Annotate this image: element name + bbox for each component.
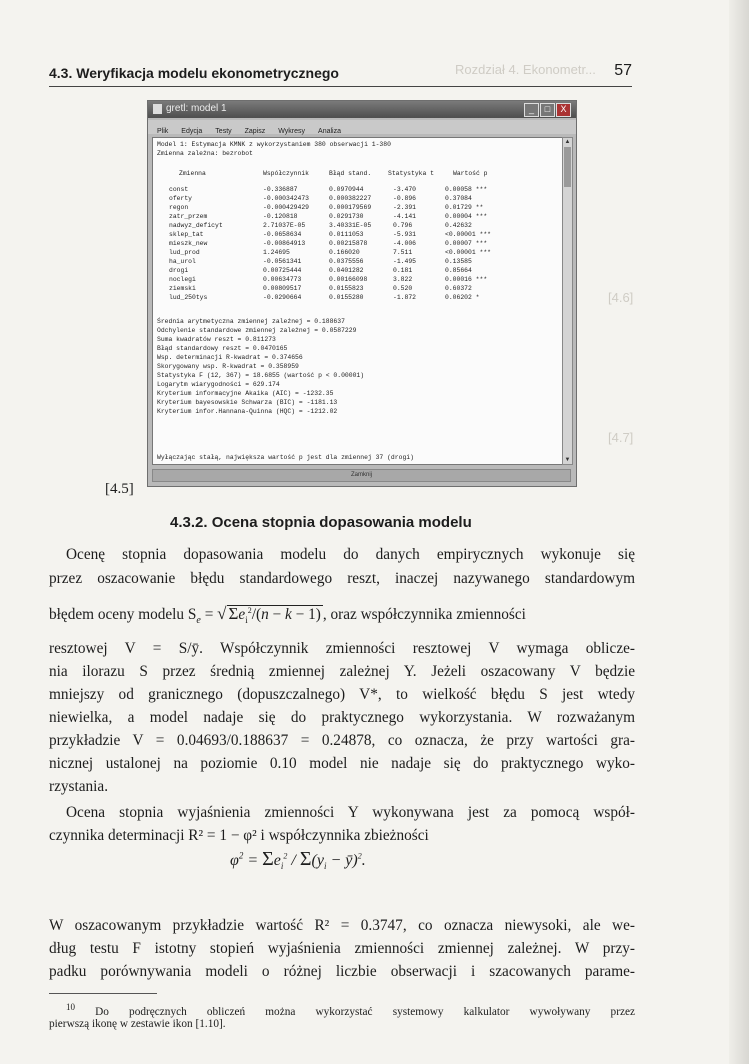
menu-bar (148, 120, 576, 134)
table-cell-se: 0.0155823 (329, 285, 364, 292)
text-line: padku porównywania modeli o różnej liczbie obserwacji i szacowanych parame- (49, 963, 635, 980)
table-cell-coef: -0.00864913 (263, 240, 306, 247)
table-cell-p: 0.85664 (445, 267, 472, 274)
text-line: rzystania. (49, 778, 109, 795)
menu-wykresy[interactable]: Wykresy (278, 128, 306, 135)
close-button[interactable]: Zamknij (152, 469, 571, 482)
table-cell-t: -3.470 (393, 186, 417, 193)
app-icon (153, 104, 162, 114)
table-cell-coef: 1.24695 (263, 249, 290, 256)
table-cell-se: 0.166020 (329, 249, 360, 256)
table-cell-var: ziemski (169, 285, 196, 292)
text-line: resztowej V = S/ȳ. Współczynnik zmienności resztowej V wymaga oblicze- (49, 640, 635, 657)
footnote-rule (49, 993, 157, 994)
table-cell-t: 0.520 (393, 285, 413, 292)
window-titlebar[interactable] (148, 101, 576, 118)
running-header (49, 62, 632, 87)
footnote-mark: 10 (66, 1002, 75, 1012)
text-line: przez oszacowanie błędu standardowego reszt, inaczej nazywanego standardowym (49, 570, 635, 587)
table-cell-se: 0.0375556 (329, 258, 364, 265)
bleed-through-text: Rozdział 4. Ekonometr... (455, 62, 596, 77)
table-cell-var: zatr_przem (169, 213, 208, 220)
statistic-line: Statystyka F (12, 367) = 18.6855 (wartość p < 0.00001) (157, 372, 365, 379)
table-cell-var: noclegi (169, 276, 196, 283)
table-cell-p: 0.60372 (445, 285, 472, 292)
statistic-line: Skorygowany wsp. R-kwadrat = 0.358959 (157, 363, 299, 370)
table-cell-coef: -0.120818 (263, 213, 298, 220)
table-cell-var: mieszk_new (169, 240, 208, 247)
maximize-button[interactable]: □ (540, 103, 555, 117)
table-cell-var: lud_250tys (169, 294, 208, 301)
statistic-line: Suma kwadratów reszt = 0.811273 (157, 336, 276, 343)
col-header-coef: Współczynnik (263, 170, 310, 177)
table-cell-coef: -0.0561341 (263, 258, 302, 265)
table-cell-t: -2.391 (393, 204, 417, 211)
table-cell-se: 0.0155280 (329, 294, 364, 301)
text-segment: , oraz współczynnika zmienności (322, 606, 526, 623)
table-cell-p: 0.06202 * (445, 294, 480, 301)
dependent-variable-line: Zmienna zależna: bezrobot (157, 150, 253, 157)
statistic-line: Wsp. determinacji R-kwadrat = 0.374656 (157, 354, 303, 361)
model-output-text[interactable] (152, 137, 563, 465)
table-cell-t: 0.796 (393, 222, 413, 229)
footnote-text: Do podręcznych obliczeń można wykorzystać systemowy kalkulator wywoływany przez (95, 1005, 635, 1018)
table-cell-t: -1.872 (393, 294, 417, 301)
statistic-line: Kryterium infor.Hannana-Quinna (HQC) = -1212.02 (157, 408, 338, 415)
statistic-line: Kryterium bayesowskie Schwarza (BIC) = -1181.13 (157, 399, 338, 406)
table-cell-t: -4.006 (393, 240, 417, 247)
statistic-line: Odchylenie standardowe zmiennej zależnej = 0.0587229 (157, 327, 357, 334)
menu-edycja[interactable]: Edycja (181, 128, 203, 135)
model-line: Model 1: Estymacja KMNK z wykorzystaniem 380 obserwacji 1-380 (157, 141, 391, 148)
statistic-line: Logarytm wiarygodności = 629.174 (157, 381, 280, 388)
table-cell-p: 0.00004 *** (445, 213, 488, 220)
table-cell-p: 0.00016 *** (445, 276, 488, 283)
table-cell-se: 0.0970944 (329, 186, 364, 193)
table-cell-p: 0.13585 (445, 258, 472, 265)
table-cell-se: 0.0291730 (329, 213, 364, 220)
table-cell-coef: 2.71037E-05 (263, 222, 306, 229)
table-cell-p: 0.00007 *** (445, 240, 488, 247)
text-line-formula: błędem oceny modelu $S_e$ = √ $\Sigma e_i^2/(n - k - 1)$ , oraz współczynnika zmienności (49, 604, 526, 627)
table-cell-coef: 0.00634773 (263, 276, 302, 283)
text-line: W oszacowanym przykładzie wartość R² = 0.3747, co oznacza niewysoki, ale we- (49, 917, 635, 934)
table-cell-t: 0.181 (393, 267, 413, 274)
menu-analiza[interactable]: Analiza (318, 128, 342, 135)
text-segment: błędem oceny modelu S (49, 606, 197, 623)
page-edge-shadow (729, 0, 749, 1064)
table-cell-var: regon (169, 204, 189, 211)
close-window-button[interactable]: X (556, 103, 571, 117)
statistic-line: Błąd standardowy reszt = 0.0470165 (157, 345, 288, 352)
bleed-through-text: [4.7] (608, 430, 634, 445)
table-cell-coef: -0.0658634 (263, 231, 302, 238)
statistic-line: Średnia arytmetyczna zmiennej zależnej = 0.188637 (157, 318, 345, 325)
scroll-thumb[interactable] (564, 147, 571, 187)
scroll-down-icon[interactable]: ▼ (564, 457, 571, 463)
figure-label: [4.5] (105, 481, 134, 497)
table-cell-se: 0.00166098 (329, 276, 368, 283)
section-title: 4.3. Weryfikacja modelu ekonometrycznego (49, 65, 339, 81)
col-header-p: Wartość p (453, 170, 488, 177)
vertical-scrollbar[interactable] (562, 137, 573, 465)
table-cell-t: -4.141 (393, 213, 417, 220)
scroll-up-icon[interactable]: ▲ (564, 139, 571, 145)
table-cell-t: -0.896 (393, 195, 417, 202)
bleed-through-text: [4.6] (608, 290, 634, 305)
statistic-line: Kryterium informacyjne Akaika (AIC) = -1232.35 (157, 390, 334, 397)
table-cell-t: -1.495 (393, 258, 417, 265)
table-cell-se: 0.000179569 (329, 204, 372, 211)
footnote-line: pierwszą ikonę w zestawie ikon [1.10]. (49, 1018, 226, 1030)
table-cell-p: 0.42632 (445, 222, 472, 229)
text-line: mniejszy od granicznego (dopuszczalnego) V*, to wielkość błędu S jest wtedy (49, 686, 635, 703)
table-cell-se: 0.00215878 (329, 240, 368, 247)
col-header-t: Statystyka t (388, 170, 435, 177)
text-line: dług testu F istotny stopień wyjaśnienia zmienności zmiennej zależnej. W przy- (49, 940, 635, 957)
table-cell-var: lud_prod (169, 249, 200, 256)
table-cell-var: nadwyz_deficyt (169, 222, 223, 229)
menu-testy[interactable]: Testy (215, 128, 232, 135)
exclude-line: Wyłączając stałą, największa wartość p jest dla zmiennej 37 (drogi) (157, 454, 414, 461)
text-line: Ocenę stopnia dopasowania modelu do danych empirycznych wykonuje się (66, 546, 635, 563)
table-cell-p: 0.01729 ** (445, 204, 484, 211)
page-number: 57 (614, 62, 632, 79)
table-cell-p: <0.00001 *** (445, 231, 492, 238)
col-header-variable: Zmienna (179, 170, 206, 177)
table-cell-se: 0.000382227 (329, 195, 372, 202)
table-cell-var: ha_urol (169, 258, 196, 265)
table-cell-p: 0.00058 *** (445, 186, 488, 193)
table-cell-t: 7.511 (393, 249, 413, 256)
subsection-title: 4.3.2. Ocena stopnia dopasowania modelu (170, 514, 472, 531)
gretl-model-window (147, 100, 577, 487)
menu-plik[interactable]: Plik (157, 128, 169, 135)
convergence-formula: $\varphi^2 = \Sigma e_i^2 / \Sigma(y_i$ − ȳ)$^2$. (230, 848, 366, 872)
text-line: Ocena stopnia wyjaśnienia zmienności Y wykonywana jest za pomocą współ- (66, 804, 635, 821)
minimize-button[interactable]: _ (524, 103, 539, 117)
table-cell-se: 3.40331E-05 (329, 222, 372, 229)
text-line: przykładzie V = 0.04693/0.188637 = 0.24878, co oznacza, że przy wartości gra- (49, 732, 635, 749)
table-cell-t: 3.822 (393, 276, 413, 283)
table-cell-coef: -0.000429429 (263, 204, 310, 211)
table-cell-coef: -0.0290664 (263, 294, 302, 301)
text-line: niewielka, a model nadaje się do praktycznego wykorzystania. W rozważanym (49, 709, 635, 726)
table-cell-se: 0.0401282 (329, 267, 364, 274)
table-cell-se: 0.0111053 (329, 231, 364, 238)
table-cell-var: drogi (169, 267, 189, 274)
table-cell-var: const (169, 186, 189, 193)
table-cell-coef: 0.00809517 (263, 285, 302, 292)
text-line: nicznej ustalonej na poziomie 0.10 model nie nadaje się do praktycznego wyko- (49, 755, 635, 772)
menu-zapisz[interactable]: Zapisz (244, 128, 266, 135)
footnote-line (49, 1002, 635, 1018)
table-cell-coef: -0.336887 (263, 186, 298, 193)
table-cell-var: sklep_tat (169, 231, 204, 238)
table-cell-coef: -0.000342473 (263, 195, 310, 202)
text-line: czynnika determinacji R² = 1 − φ² i współczynnika zbieżności (49, 827, 429, 844)
table-cell-p: <0.00001 *** (445, 249, 492, 256)
text-line: nia ilorazu S przez średnią zmiennej zależnej Y. Jeżeli oszacowany V będzie (49, 663, 635, 680)
table-cell-coef: 0.00725444 (263, 267, 302, 274)
table-cell-t: -5.931 (393, 231, 417, 238)
table-cell-p: 0.37084 (445, 195, 472, 202)
window-title: gretl: model 1 (166, 103, 227, 114)
col-header-se: Błąd stand. (329, 170, 372, 177)
table-cell-var: oferty (169, 195, 193, 202)
